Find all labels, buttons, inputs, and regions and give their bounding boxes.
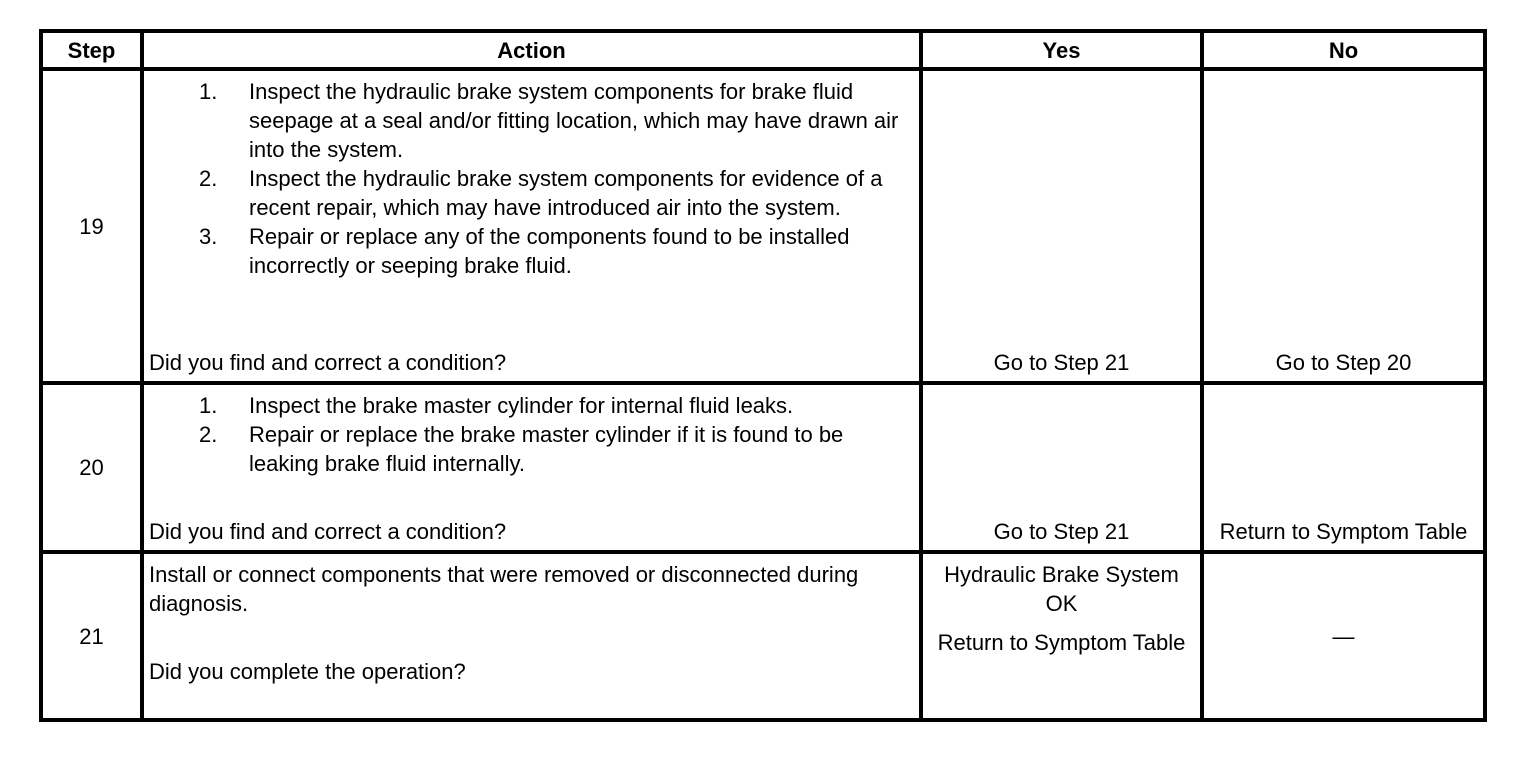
action-cell <box>142 383 921 552</box>
yes-text-bottom: Return to Symptom Table <box>937 630 1186 655</box>
action-cell <box>142 69 921 383</box>
no-cell: — <box>1202 552 1485 720</box>
no-cell: Return to Symptom Table <box>1202 383 1485 552</box>
list-item: 3. Repair or replace any of the components found to be installed incorrectly or seeping brake fluid. <box>199 224 850 278</box>
action-text: Install or connect components that were removed or disconnected during diagnosis. <box>149 562 859 616</box>
yes-text-top: Hydraulic Brake System OK <box>944 562 1179 616</box>
action-cell <box>142 552 921 720</box>
question-text: Did you complete the operation? <box>149 659 466 684</box>
table-row <box>41 552 1485 720</box>
table-row <box>41 69 1485 383</box>
no-cell: Go to Step 20 <box>1202 69 1485 383</box>
yes-cell: Go to Step 21 <box>921 383 1202 552</box>
step-number: 20 <box>41 383 142 552</box>
header-row <box>41 31 1485 69</box>
step-number: 19 <box>41 69 142 383</box>
list-item: 2. Inspect the hydraulic brake system components for evidence of a recent repair, which may have introduced air into the system. <box>199 166 883 220</box>
list-item: 2. Repair or replace the brake master cylinder if it is found to be leaking brake fluid internally. <box>199 422 844 476</box>
action-list <box>149 77 914 280</box>
list-item: 1. Inspect the hydraulic brake system components for brake fluid seepage at a seal and/or fitting location, which may have drawn air into the system. <box>199 79 899 162</box>
yes-cell: Go to Step 21 <box>921 69 1202 383</box>
yes-cell <box>921 552 1202 720</box>
diagnostic-table <box>39 29 1487 722</box>
step-number: 21 <box>41 552 142 720</box>
header-yes: Yes <box>921 31 1202 69</box>
question-text: Did you find and correct a condition? <box>149 350 507 375</box>
action-list <box>149 391 914 478</box>
list-item: 1. Inspect the brake master cylinder for internal fluid leaks. <box>199 393 794 418</box>
question-text: Did you find and correct a condition? <box>149 519 507 544</box>
header-no: No <box>1202 31 1485 69</box>
table-row <box>41 383 1485 552</box>
header-action: Action <box>142 31 921 69</box>
header-step: Step <box>41 31 142 69</box>
